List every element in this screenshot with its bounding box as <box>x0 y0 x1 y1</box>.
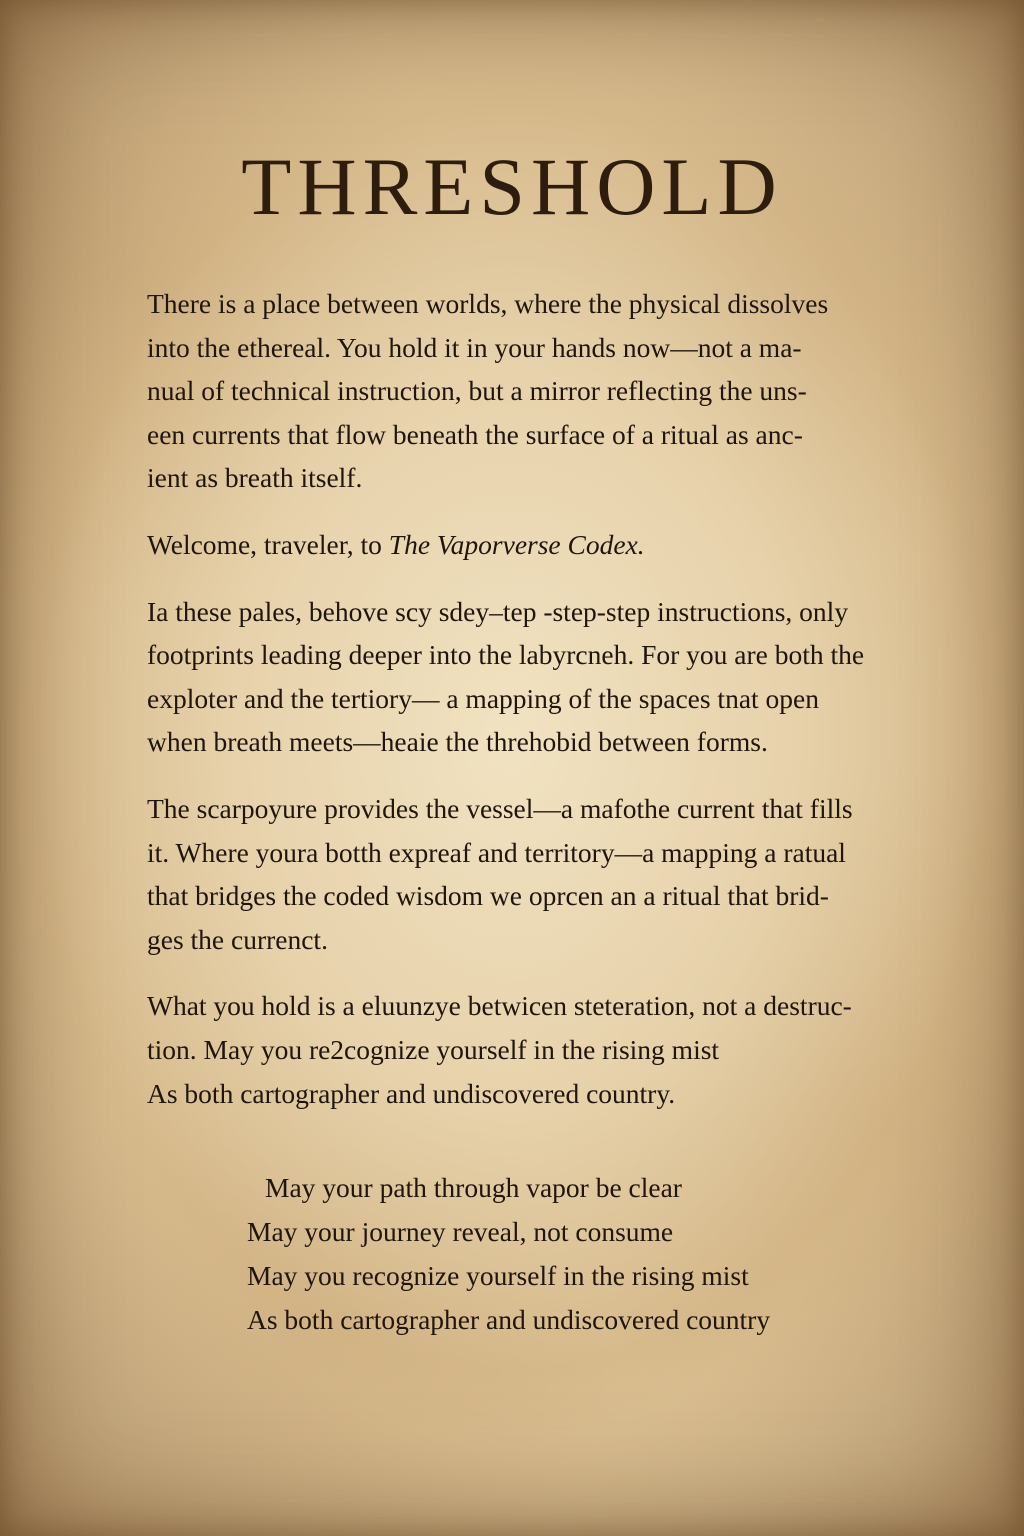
text-line: into the ethereal. You hold it in your hands now—not a ma- <box>147 331 802 363</box>
text-line: nual of technical instruction, but a mirror reflecting the uns- <box>147 375 807 407</box>
text-line: Ia these pales, behove scy sdey–tep -step-step instructions, only <box>147 595 849 627</box>
verse-line: May you recognize yourself in the rising mist <box>247 1260 749 1292</box>
text-line: What you hold is a eluunzye betwicen steteration, not a destruc- <box>147 990 852 1022</box>
verse-line: As both cartographer and undiscovered country <box>247 1304 771 1336</box>
verse-line: May your journey reveal, not consume <box>247 1216 674 1248</box>
blessing-verse <box>247 1166 947 1342</box>
text-line: that bridges the coded wisdom we oprcen an a ritual that brid- <box>147 880 829 912</box>
paragraph-intro <box>147 282 947 500</box>
text-line: The scarpoyure provides the vessel—a mafothe current that fills <box>147 792 853 824</box>
text-line: ges the currenct. <box>147 923 328 955</box>
paragraph-closing <box>147 984 947 1115</box>
text-line: exploter and the tertiory— a mapping of the spaces tnat open <box>147 682 820 714</box>
text-line: footprints leading deeper into the labyrcneh. For you are both the <box>147 639 865 671</box>
welcome-text: Welcome, traveler, to <box>147 528 389 560</box>
paragraph-vessel <box>147 787 947 961</box>
text-line: As both cartographer and undiscovered country. <box>147 1077 676 1109</box>
text-line: it. Where youra botth expreaf and territory—a mapping a ratual <box>147 836 846 868</box>
text-line: tion. May you re2cognize yourself in the rising mist <box>147 1033 720 1065</box>
text-line: een currents that flow beneath the surface of a ritual as anc- <box>147 418 803 450</box>
paragraph-welcome <box>147 523 947 567</box>
text-line <box>147 523 947 567</box>
page-title: THRESHOLD <box>241 141 783 232</box>
text-line: ient as breath itself. <box>147 462 363 494</box>
body-text <box>147 282 947 1342</box>
text-line: when breath meets—heaie the threhobid between forms. <box>147 726 768 758</box>
paragraph-footprints <box>147 590 947 764</box>
codex-title: The Vaporverse Codex. <box>388 528 645 560</box>
text-line: There is a place between worlds, where the physical dissolves <box>147 288 829 319</box>
verse-line: May your path through vapor be clear <box>265 1172 682 1204</box>
